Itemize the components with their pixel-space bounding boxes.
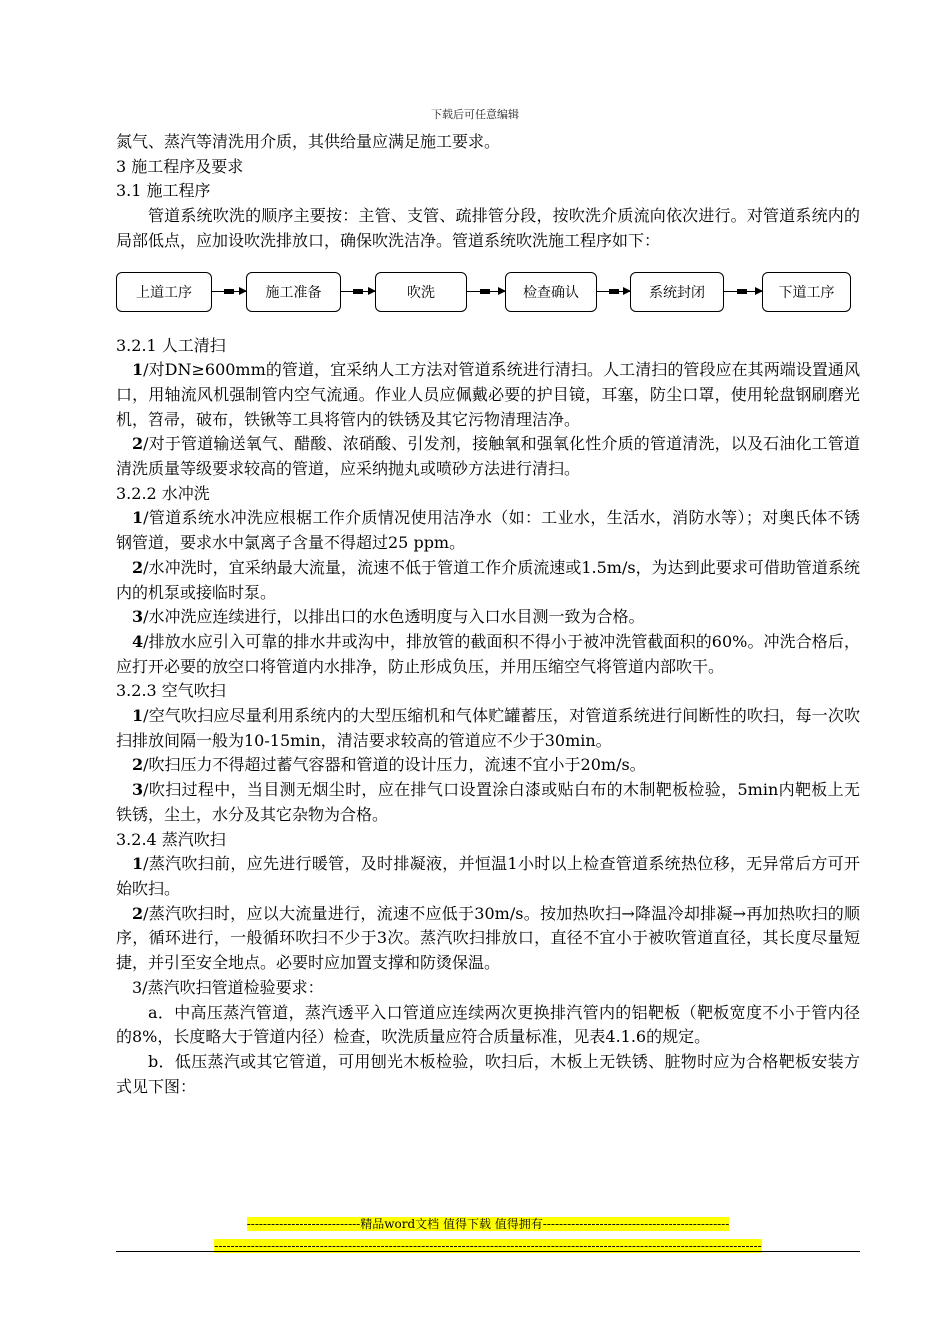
- paragraph-3-2-4-item-2: 2/蒸汽吹扫时，应以大流量进行，流速不应低于30m/s。按加热吹扫→降温冷却排凝→再加热吹扫的顺序，循环进行，一般循环吹扫不少于3次。蒸汽吹扫排放口，直径不宜小于被吹管道直径，其长度尽量短捷，并引至安全地点。必要时应加置支撑和防烫保温。: [116, 903, 860, 973]
- flow-step-purge: 吹洗: [375, 272, 467, 312]
- footer-line-2: ---------------------------------------------------------------------------------------------------------------------------------------: [214, 1239, 762, 1253]
- paragraph-3-2-2-item-1: 1/管道系统水冲洗应根椐工作介质情况使用洁净水（如：工业水，生活水，消防水等）；对奥氏体不锈钢管道，要求水中氯离子含量不得超过25 ppm。: [116, 508, 860, 553]
- flow-arrow: [724, 291, 762, 292]
- flow-arrow: [212, 291, 246, 292]
- paragraph-3-2-4-item-a: a．中高压蒸汽管道，蒸汽透平入口管道应连续两次更换排汽管内的铝靶板（靶板宽度不小于管内径的8%，长度略大于管道内径）检查，吹洗质量应符合质量标准，见表4.1.6的规定。: [116, 1002, 860, 1047]
- paragraph-3-2-1-item-1: 1/对DN≥600mm的管道，宜采纳人工方法对管道系统进行清扫。人工清扫的管段应在其两端设置通风口，用轴流风机强制管内空气流通。作业人员应佩戴必要的护目镜，耳塞，防尘口罩，使用轮盘钢刷磨光机，笤帚，破布，铁锹等工具将管内的铁锈及其它污物清理洁净。: [116, 360, 860, 429]
- process-flowchart: [116, 262, 860, 326]
- paragraph-3-2-2-item-4: 4/排放水应引入可靠的排水井或沟中，排放管的截面积不得小于被冲洗管截面积的60%。冲洗合格后，应打开必要的放空口将管道内水排净，防止形成负压，并用压缩空气将管道内部吹干。: [116, 631, 860, 676]
- document-body: [116, 130, 860, 1099]
- flow-step-prepare: 施工准备: [246, 272, 341, 312]
- flow-step-inspect: 检查确认: [505, 272, 597, 312]
- header-note: 下载后可任意编辑: [431, 108, 519, 121]
- paragraph-3-2-3-item-1: 1/空气吹扫应尽量利用系统内的大型压缩机和气体贮罐蓄压，对管道系统进行间断性的吹扫，每一次吹扫排放间隔一般为10-15min，清洁要求较高的管道应不少于30min。: [116, 706, 860, 750]
- paragraph-3-2-4-item-3: 3/蒸汽吹扫管道检验要求：: [132, 977, 324, 997]
- section-heading-3-2-1: 3.2.1 人工清扫: [116, 335, 226, 355]
- paragraph-3-2-3-item-3: 3/吹扫过程中，当目测无烟尘时，应在排气口设置涂白漆或贴白布的木制靶板检验，5min内靶板上无铁锈，尘土，水分及其它杂物为合格。: [116, 780, 860, 824]
- footer-rule: [116, 1251, 860, 1252]
- flow-arrow: [597, 291, 630, 292]
- paragraph-3-1: 管道系统吹洗的顺序主要按：主管、支管、疏排管分段，按吹洗介质流向依次进行。对管道系统内的局部低点，应加设吹洗排放口，确保吹洗洁净。管道系统吹洗施工程序如下：: [116, 206, 860, 250]
- section-heading-3-2-2: 3.2.2 水冲洗: [116, 483, 210, 503]
- section-heading-3: 3 施工程序及要求: [116, 156, 244, 176]
- paragraph-intro: 氮气、蒸汽等清洗用介质，其供给量应满足施工要求。: [116, 132, 501, 151]
- paragraph-3-2-2-item-3: 3/水冲洗应连续进行，以排出口的水色透明度与入口水目测一致为合格。: [132, 607, 645, 627]
- flow-step-seal: 系统封闭: [630, 272, 724, 312]
- paragraph-3-2-4-item-b: b．低压蒸汽或其它管道，可用刨光木板检验，吹扫后，木板上无铁锈、脏物时应为合格靶板安装方式见下图：: [116, 1051, 860, 1096]
- paragraph-3-2-1-item-2: 2/对于管道输送氧气、醋酸、浓硝酸、引发剂，接触氧和强氧化性介质的管道清洗，以及石油化工管道清洗质量等级要求较高的管道，应采纳抛丸或喷砂方法进行清扫。: [116, 434, 860, 479]
- flow-arrow: [467, 291, 505, 292]
- section-heading-3-2-4: 3.2.4 蒸汽吹扫: [116, 829, 226, 849]
- footer-line-1: ----------------------------精品word文档 值得下载 值得拥有----------------------------------------------: [246, 1217, 730, 1231]
- paragraph-3-2-2-item-2: 2/水冲洗时，宜采纳最大流量，流速不低于管道工作介质流速或1.5m/s，为达到此要求可借助管道系统内的机泵或接临时泵。: [116, 557, 860, 602]
- flow-step-next: 下道工序: [762, 272, 851, 312]
- flow-arrow: [341, 291, 375, 292]
- flow-step-previous: 上道工序: [116, 272, 212, 312]
- paragraph-3-2-4-item-1: 1/蒸汽吹扫前，应先进行暖管，及时排凝液，并恒温1小时以上检查管道系统热位移，无异常后方可开始吹扫。: [116, 854, 860, 898]
- section-heading-3-1: 3.1 施工程序: [116, 181, 211, 201]
- section-heading-3-2-3: 3.2.3 空气吹扫: [116, 681, 226, 701]
- paragraph-3-2-3-item-2: 2/吹扫压力不得超过蓄气容器和管道的设计压力，流速不宜小于20m/s。: [132, 755, 646, 775]
